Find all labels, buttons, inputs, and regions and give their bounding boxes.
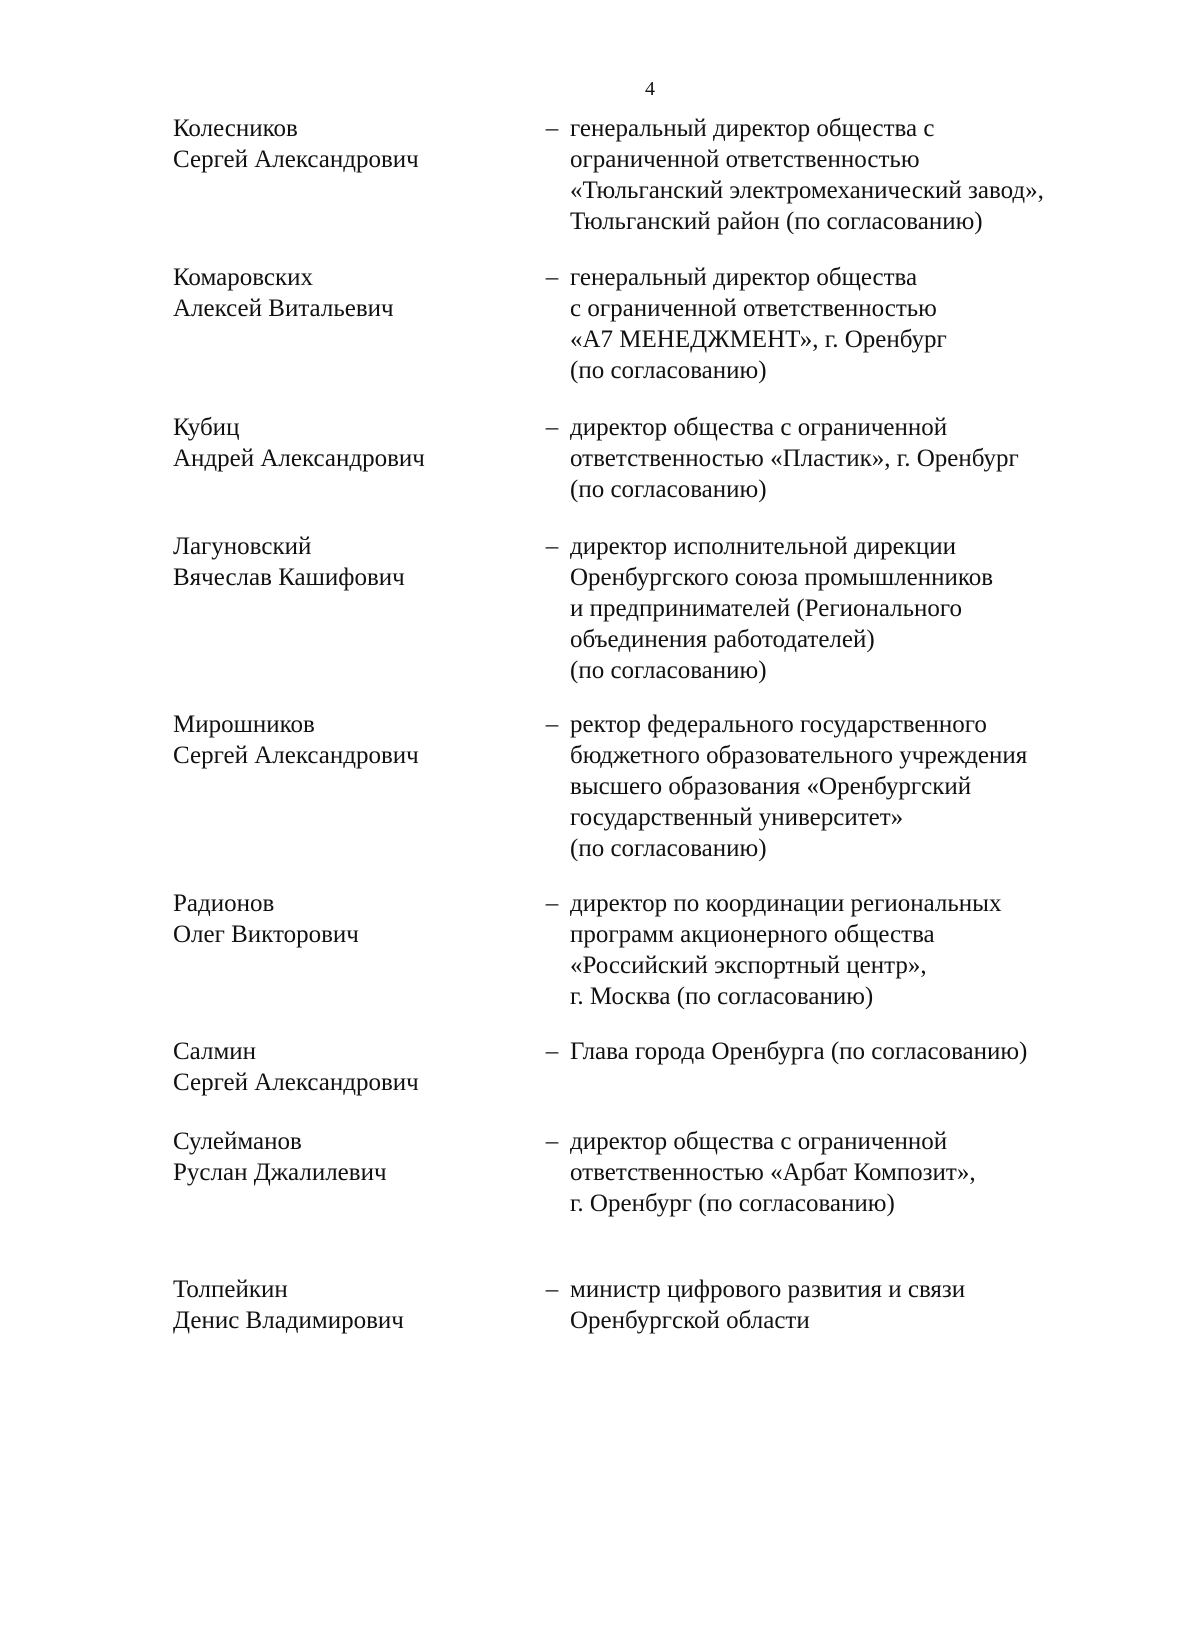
member-name <box>173 709 513 771</box>
member-given-names: Сергей Александрович <box>173 742 419 769</box>
position-line: г. Оренбург (по согласованию) <box>570 1190 895 1217</box>
member-surname: Лагуновский <box>173 533 312 560</box>
member-position <box>570 1274 1090 1336</box>
page-number: 4 <box>645 78 655 100</box>
position-line: ответственностью «Пластик», г. Оренбург <box>570 445 1019 472</box>
member-given-names: Алексей Витальевич <box>173 295 394 322</box>
position-line: Оренбургской области <box>570 1307 810 1334</box>
position-line: ответственностью «Арбат Композит», <box>570 1159 976 1186</box>
member-position <box>570 709 1090 864</box>
position-line: «Тюльганский электромеханический завод», <box>570 177 1044 204</box>
position-line: (по согласованию) <box>570 476 767 503</box>
member-name <box>173 1036 513 1098</box>
dash-separator: – <box>545 1128 559 1155</box>
position-line: Оренбургского союза промышленников <box>570 564 994 591</box>
dash-separator: – <box>545 1276 559 1303</box>
position-line: объединения работодателей) <box>570 626 875 653</box>
dash-separator: – <box>545 533 559 560</box>
position-line: ограниченной ответственностью <box>570 146 920 173</box>
position-line: бюджетного образовательного учреждения <box>570 742 1028 769</box>
position-line: ректор федерального государственного <box>570 711 987 738</box>
member-position <box>570 531 1090 686</box>
position-line: (по согласованию) <box>570 357 767 384</box>
dash-separator: – <box>545 115 559 142</box>
member-given-names: Андрей Александрович <box>173 445 425 472</box>
member-name <box>173 113 513 175</box>
member-position <box>570 888 1090 1012</box>
member-given-names: Олег Викторович <box>173 921 359 948</box>
dash-separator: – <box>545 711 559 738</box>
member-name <box>173 412 513 474</box>
position-line: «Российский экспортный центр», <box>570 952 927 979</box>
dash-separator: – <box>545 1038 559 1065</box>
position-line: министр цифрового развития и связи <box>570 1276 966 1303</box>
dash-separator: – <box>545 264 559 291</box>
member-surname: Толпейкин <box>173 1276 288 1303</box>
position-line: (по согласованию) <box>570 835 767 862</box>
member-surname: Мирошников <box>173 711 315 738</box>
position-line: и предпринимателей (Регионального <box>570 595 963 622</box>
member-position <box>570 412 1090 505</box>
member-position <box>570 113 1090 237</box>
position-line: Тюльганский район (по согласованию) <box>570 208 983 235</box>
position-line: генеральный директор общества <box>570 264 918 291</box>
position-line: программ акционерного общества <box>570 921 935 948</box>
member-given-names: Денис Владимирович <box>173 1307 404 1334</box>
position-line: директор по координации региональных <box>570 890 1002 917</box>
member-surname: Колесников <box>173 115 298 142</box>
position-line: (по согласованию) <box>570 657 767 684</box>
member-position <box>570 1126 1090 1219</box>
member-name <box>173 1274 513 1336</box>
member-given-names: Вячеслав Кашифович <box>173 564 405 591</box>
dash-separator: – <box>545 414 559 441</box>
position-line: директор общества с ограниченной <box>570 414 948 441</box>
member-given-names: Сергей Александрович <box>173 146 419 173</box>
position-line: с ограниченной ответственностью <box>570 295 937 322</box>
position-line: генеральный директор общества с <box>570 115 935 142</box>
member-position <box>570 1036 1090 1067</box>
member-given-names: Руслан Джалилевич <box>173 1159 387 1186</box>
member-position <box>570 262 1090 386</box>
position-line: государственный университет» <box>570 804 904 831</box>
member-name <box>173 531 513 593</box>
position-line: «А7 МЕНЕДЖМЕНТ», г. Оренбург <box>570 326 947 353</box>
position-line: директор исполнительной дирекции <box>570 533 956 560</box>
member-surname: Салмин <box>173 1038 257 1065</box>
position-line: высшего образования «Оренбургский <box>570 773 972 800</box>
member-surname: Сулейманов <box>173 1128 302 1155</box>
member-given-names: Сергей Александрович <box>173 1069 419 1096</box>
dash-separator: – <box>545 890 559 917</box>
position-line: директор общества с ограниченной <box>570 1128 948 1155</box>
position-line: г. Москва (по согласованию) <box>570 983 874 1010</box>
member-name <box>173 888 513 950</box>
member-name <box>173 1126 513 1188</box>
member-surname: Комаровских <box>173 264 313 291</box>
member-name <box>173 262 513 324</box>
position-line: Глава города Оренбурга (по согласованию) <box>570 1038 1028 1065</box>
member-surname: Радионов <box>173 890 275 917</box>
member-surname: Кубиц <box>173 414 240 441</box>
